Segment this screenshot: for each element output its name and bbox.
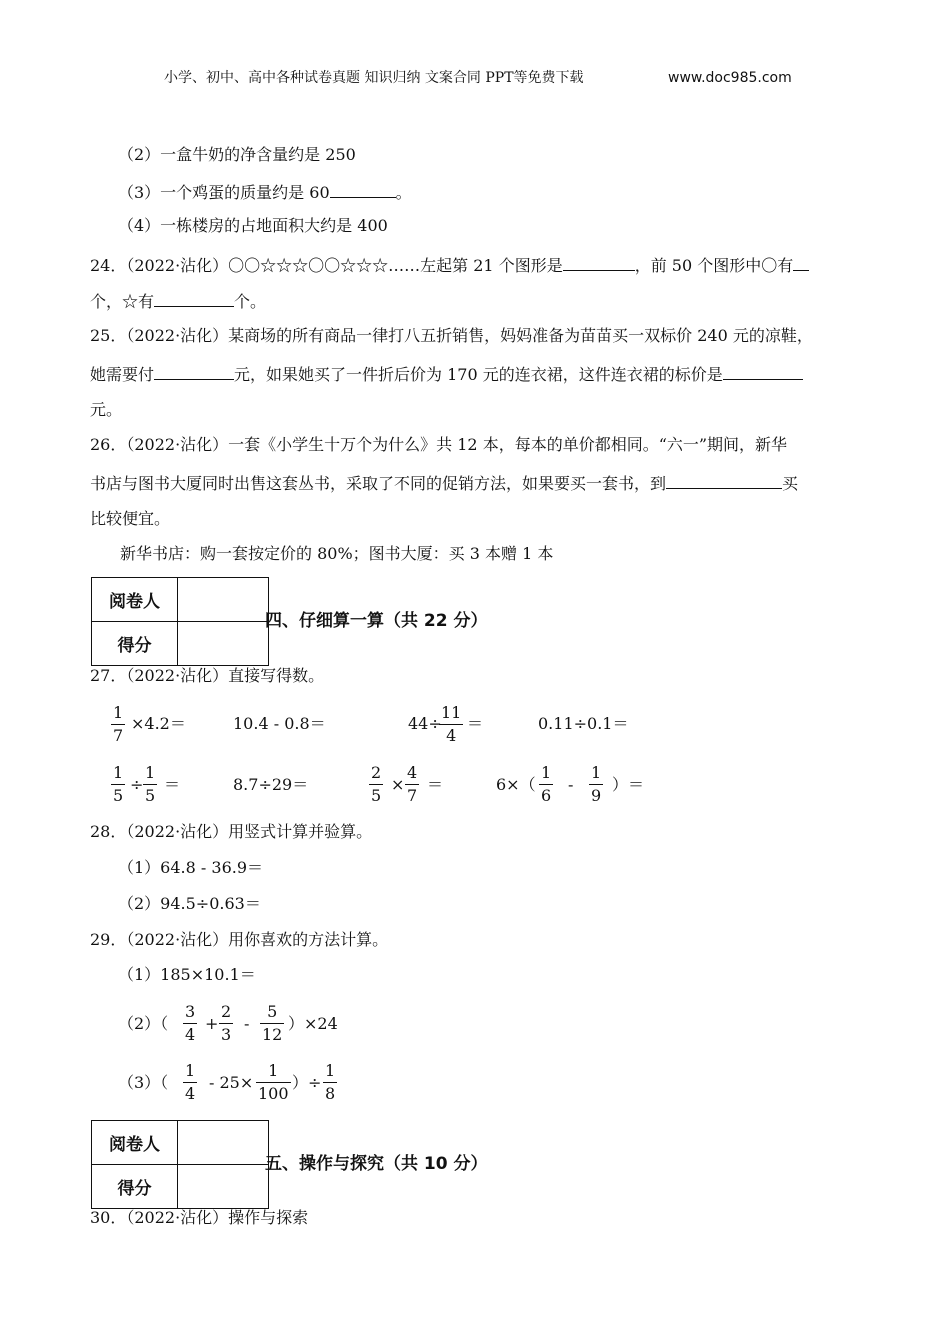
answer-blank[interactable] — [563, 256, 635, 271]
q25-line3: 元。 — [90, 400, 123, 419]
q29-item-2b: ）×24 — [288, 1014, 338, 1033]
header-text: 小学、初中、高中各种试卷真题 知识归纳 文案合同 PPT等免费下载 — [164, 70, 584, 86]
fraction: 1 100 — [258, 1061, 289, 1103]
equals: ＝ — [427, 775, 444, 794]
q25-line1: 25．（2022·沾化）某商场的所有商品一律打八五折销售，妈妈准备为苗苗买一双标价 240 元的凉鞋， — [90, 326, 813, 345]
score-cell[interactable] — [178, 1165, 269, 1209]
op-minus: - — [568, 775, 574, 794]
fraction: 3 4 — [185, 1002, 196, 1044]
header-url[interactable]: www.doc985.com — [668, 70, 792, 86]
q26-line1: 26．（2022·沾化）一套《小学生十万个为什么》共 12 本，每本的单价都相同。“六一”期间，新华 — [90, 435, 788, 454]
score-table — [91, 577, 269, 666]
q26-line3: 比较便宜。 — [90, 509, 171, 528]
q26-line2: 书店与图书大厦同时出售这套丛书，采取了不同的促销方法，如果要买一套书，到 买 — [90, 474, 799, 493]
fraction: 1 8 — [325, 1061, 336, 1103]
score-cell[interactable] — [178, 622, 269, 666]
q26-promo: 新华书店：购一套按定价的 80%；图书大厦：买 3 本赠 1 本 — [120, 544, 554, 563]
fraction: 11 4 — [441, 703, 462, 745]
q27-expr-4: 0.11÷0.1＝ — [538, 714, 629, 733]
fraction: 4 7 — [407, 763, 418, 805]
op-divide: ÷ — [130, 775, 144, 794]
answer-blank[interactable] — [793, 256, 809, 271]
answer-blank[interactable] — [666, 474, 782, 489]
q27-expr-3a: 44÷ — [408, 714, 442, 733]
q28-item-2: （2）94.5÷0.63＝ — [118, 894, 261, 913]
q29-op: - 25× — [209, 1073, 254, 1092]
q30-title: 30．（2022·沾化）操作与探索 — [90, 1208, 309, 1227]
q27-title: 27．（2022·沾化）直接写得数。 — [90, 666, 325, 685]
fraction: 1 6 — [541, 763, 552, 805]
reviewer-cell[interactable] — [178, 1121, 269, 1165]
score-label: 得分 — [92, 622, 178, 666]
q29-item-3b: ）÷ — [292, 1073, 322, 1092]
q24-line1: 24．（2022·沾化）〇〇☆☆☆〇〇☆☆☆……左起第 21 个图形是 ，前 50 个图形中〇有 — [90, 256, 809, 274]
q27-expr-2: 10.4 - 0.8＝ — [233, 714, 326, 733]
fraction: 5 12 — [262, 1002, 283, 1044]
equals: ＝ — [164, 775, 181, 794]
q28-item-1: （1）64.8 - 36.9＝ — [118, 858, 264, 877]
op-plus: + — [205, 1014, 219, 1033]
reviewer-cell[interactable] — [178, 578, 269, 622]
q23-item-4: （4）一栋楼房的占地面积大约是 400 — [118, 216, 388, 235]
fraction: 1 9 — [591, 763, 602, 805]
answer-blank[interactable] — [154, 292, 234, 307]
fraction: 1 4 — [185, 1061, 196, 1103]
score-label: 得分 — [92, 1165, 178, 1209]
op-minus: - — [244, 1014, 250, 1033]
q27-expr-8a: 6×（ — [496, 775, 536, 794]
q29-title: 29．（2022·沾化）用你喜欢的方法计算。 — [90, 930, 389, 949]
fraction: 1 5 — [113, 763, 124, 805]
fraction: 2 3 — [221, 1002, 232, 1044]
q27-expr-1: ×4.2＝ — [131, 714, 186, 733]
q28-title: 28．（2022·沾化）用竖式计算并验算。 — [90, 822, 373, 841]
reviewer-label: 阅卷人 — [92, 578, 178, 622]
q24-line2: 个，☆有 个。 — [90, 292, 267, 311]
q29-item-3a: （3）（ — [118, 1073, 169, 1092]
q27-expr-8b: ）＝ — [612, 775, 645, 794]
score-table — [91, 1120, 269, 1209]
answer-blank[interactable] — [154, 365, 234, 380]
fraction: 1 7 — [113, 703, 124, 745]
q27-expr-3b: ＝ — [467, 714, 484, 733]
op-times: × — [391, 775, 405, 794]
q27-expr-6: 8.7÷29＝ — [233, 775, 309, 794]
fraction: 1 5 — [145, 763, 156, 805]
q29-item-2a: （2）（ — [118, 1014, 169, 1033]
section-4-title: 四、仔细算一算（共 22 分） — [265, 611, 488, 631]
section-5-title: 五、操作与探究（共 10 分） — [265, 1154, 488, 1174]
answer-blank[interactable] — [330, 183, 396, 198]
fraction: 2 5 — [371, 763, 382, 805]
q23-item-2: （2）一盒牛奶的净含量约是 250 — [118, 145, 356, 164]
answer-blank[interactable] — [723, 365, 803, 380]
q25-line2: 她需要付 元，如果她买了一件折后价为 170 元的连衣裙，这件连衣裙的标价是 — [90, 365, 803, 383]
q29-item-1: （1）185×10.1＝ — [118, 965, 256, 984]
q23-item-3: （3）一个鸡蛋的质量约是 60 。 — [118, 183, 412, 202]
reviewer-label: 阅卷人 — [92, 1121, 178, 1165]
